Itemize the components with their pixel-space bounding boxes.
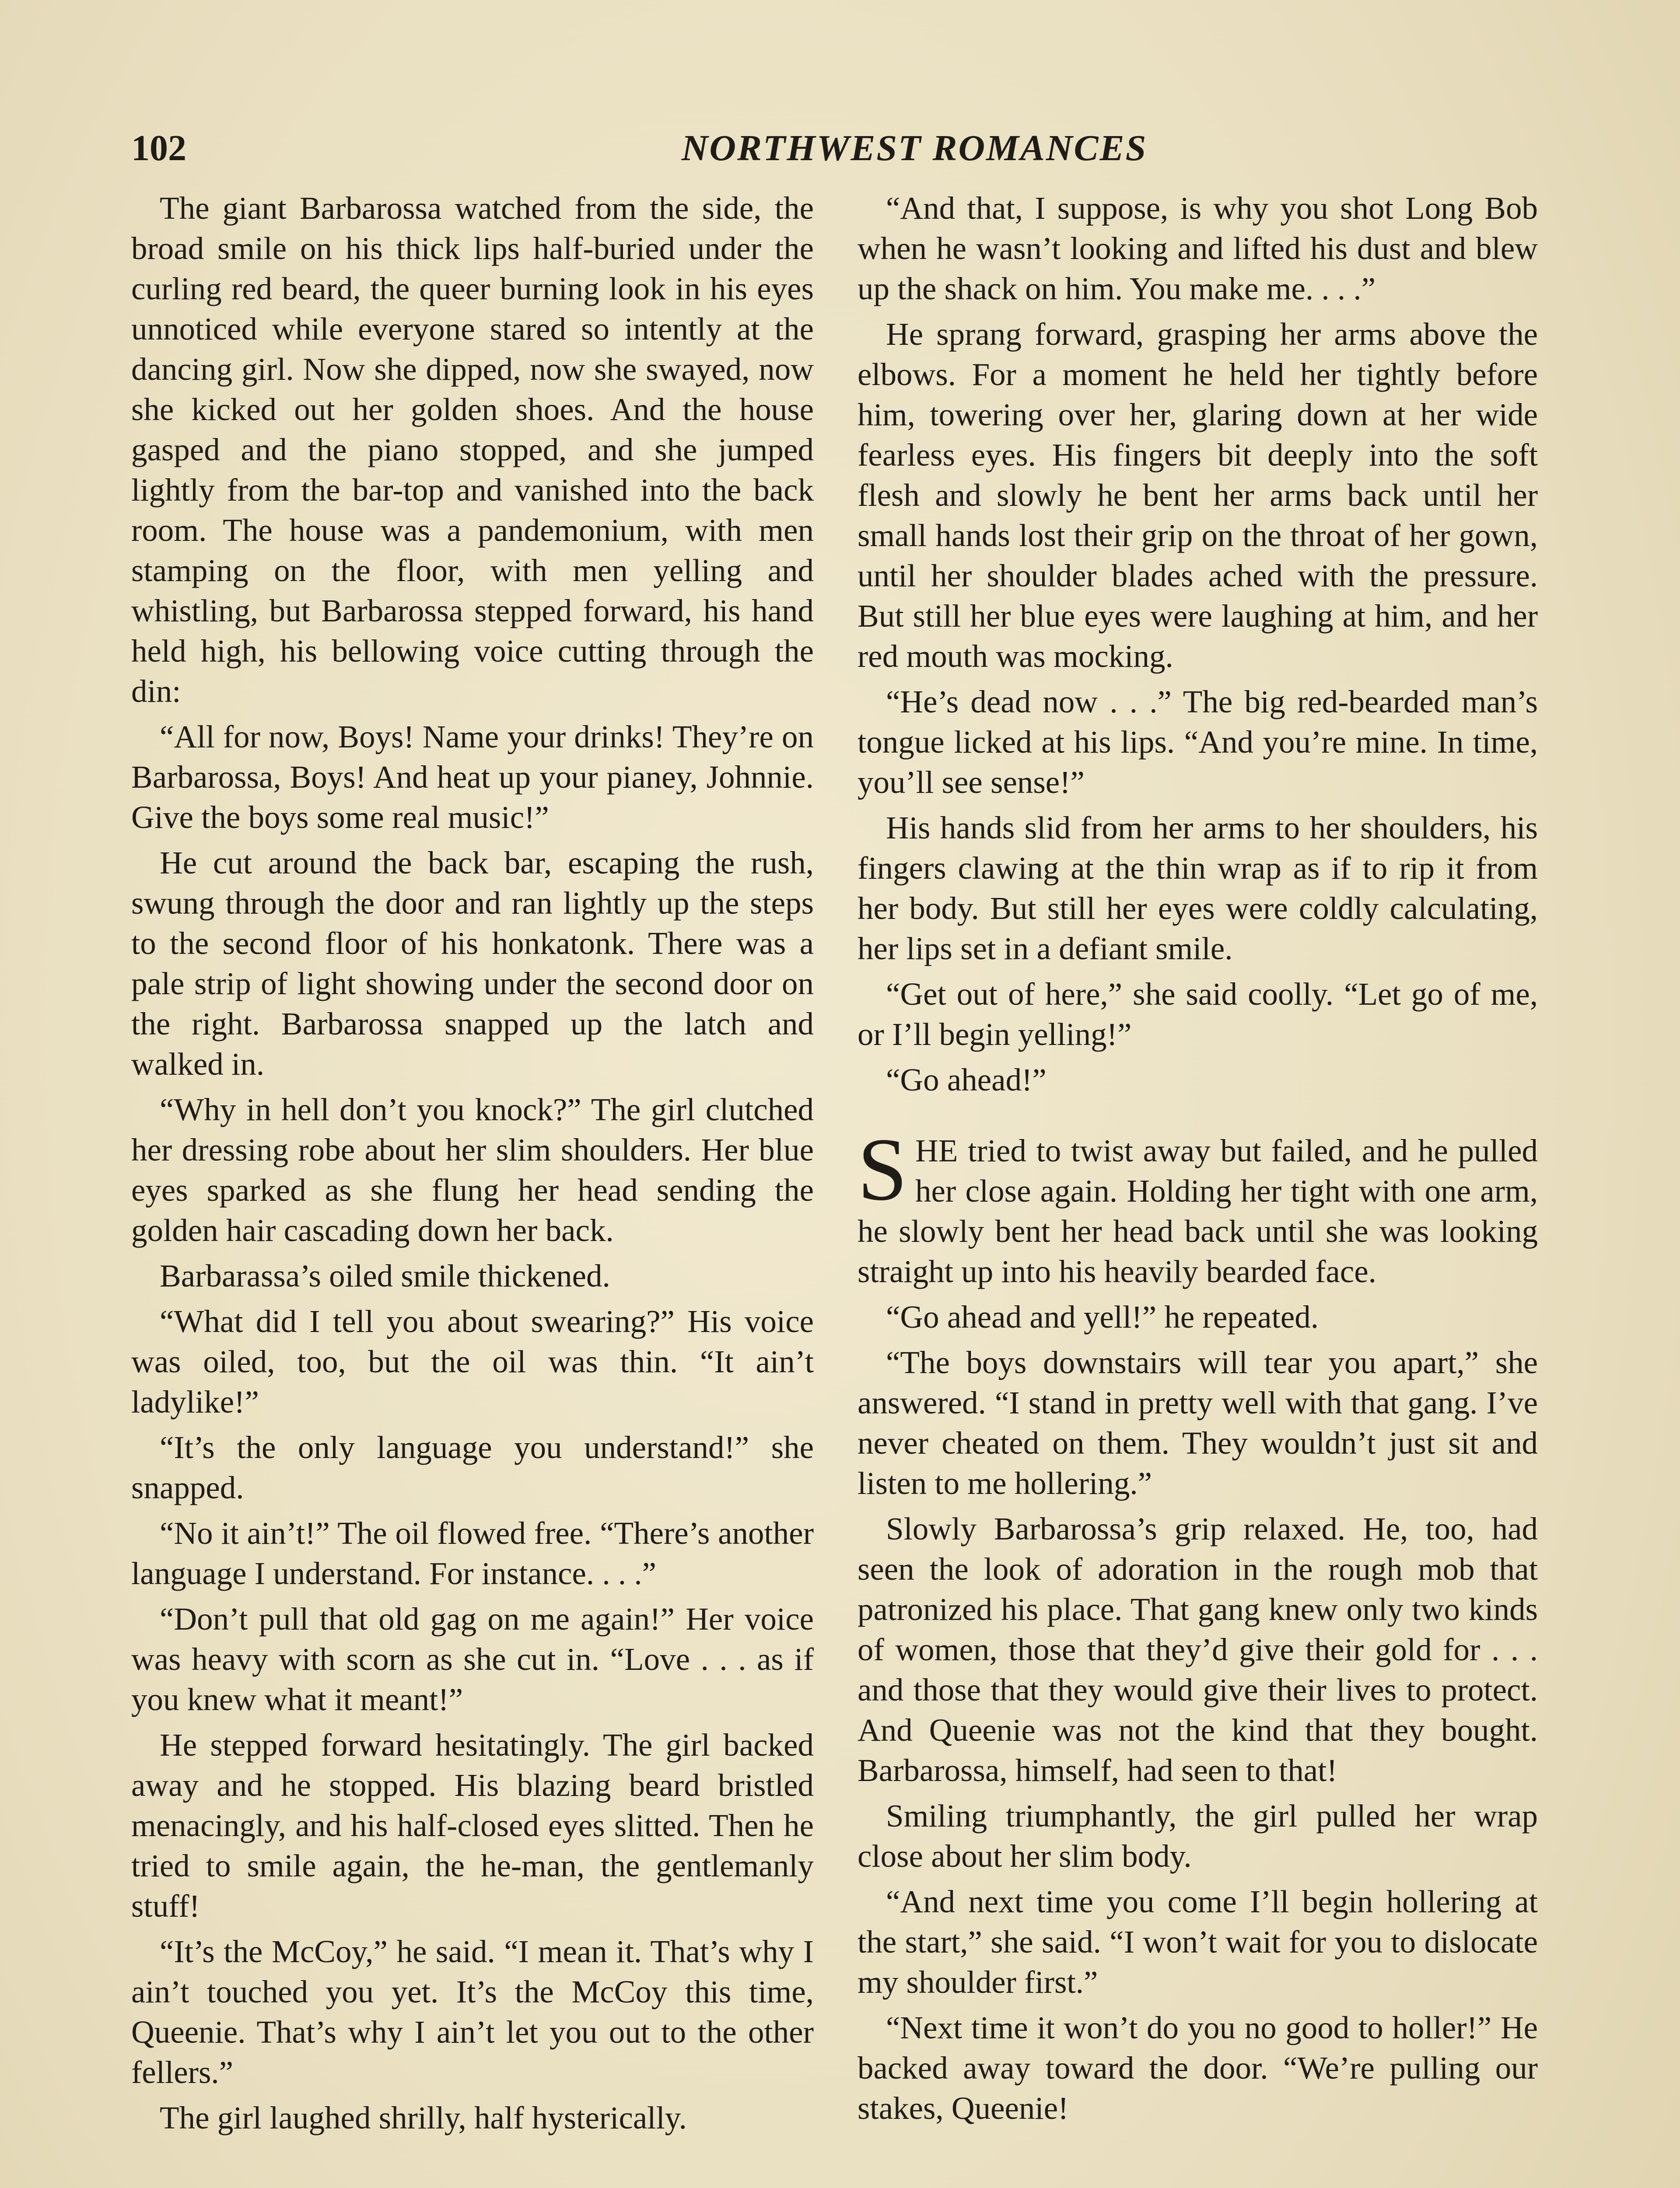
paragraph: The girl laughed shrilly, half hysterically. — [160, 2100, 687, 2135]
paragraph: “It’s the McCoy,” he said. “I mean it. That’s why I ain’t touched you yet. It’s the McCoy this time, Queenie. That’s why I ain’t let you out to the other fellers.” — [131, 1934, 814, 2090]
page-number: 102 — [131, 128, 186, 168]
paragraph: “Get out of here,” she said coolly. “Let go of me, or I’ll begin yelling!” — [858, 976, 1538, 1052]
paragraph: Slowly Barbarossa’s grip relaxed. He, too, had seen the look of adoration in the rough mob that patronized his place. That gang knew only two kinds of women, those that they’d give their gold for . . . and those that they would give their lives to protect. And Queenie was not the kind that they bought. Barbarossa, himself, had seen to that! — [858, 1511, 1538, 1788]
magazine-title: NORTHWEST ROMANCES — [681, 128, 1148, 168]
paragraph: Barbarassa’s oiled smile thickened. — [160, 1258, 610, 1294]
paragraph: “And next time you come I’ll begin hollering at the start,” she said. “I won’t wait for you to dislocate my shoulder first.” — [858, 1884, 1538, 2000]
paragraph: “The boys downstairs will tear you apart,” she answered. “I stand in pretty well with that gang. I’ve never cheated on them. They wouldn’t just sit and listen to me hollering.” — [858, 1345, 1538, 1501]
paragraph: He sprang forward, grasping her arms above the elbows. For a moment he held her tightly before him, towering over her, glaring down at her wide fearless eyes. His fingers bit deeply into the soft flesh and slowly he bent her arms back until her small hands lost their grip on the throat of her gown, until her shoulder blades ached with the pressure. But still her blue eyes were laughing at him, and her red mouth was mocking. — [858, 316, 1538, 674]
drop-cap-text: HE tried to twist away but failed, and he pulled her close again. Holding her tight with one arm, he slowly bent her head back until she was looking straight up into his heavily bearded face. — [858, 1133, 1538, 1289]
paragraph: “Go ahead!” — [886, 1062, 1046, 1098]
paragraph: He stepped forward hesitatingly. The girl backed away and he stopped. His blazing beard bristled menacingly, and his half-closed eyes slitted. Then he tried to smile again, the he-man, the gentlemanly stuff! — [131, 1727, 814, 1924]
paragraph: “Don’t pull that old gag on me again!” Her voice was heavy with scorn as she cut in. “Love . . . as if you knew what it meant!” — [131, 1601, 814, 1717]
paragraph: “Why in hell don’t you knock?” The girl clutched her dressing robe about her slim shoulders. Her blue eyes sparked as she flung her head sending the golden hair cascading down her back. — [131, 1092, 814, 1248]
drop-cap-letter: S — [858, 1120, 908, 1219]
paragraph: “All for now, Boys! Name your drinks! They’re on Barbarossa, Boys! And heat up your pianey, Johnnie. Give the boys some real music!” — [131, 719, 814, 835]
paragraph: “What did I tell you about swearing?” His voice was oiled, too, but the oil was thin. “It ain’t ladylike!” — [131, 1304, 814, 1420]
paragraph: He cut around the back bar, escaping the rush, swung through the door and ran lightly up the steps to the second floor of his honkatonk. There was a pale strip of light showing under the second door on the right. Barbarossa snapped up the latch and walked in. — [131, 845, 814, 1082]
left-column — [131, 188, 814, 2188]
paragraph: “Go ahead and yell!” he repeated. — [886, 1299, 1319, 1335]
paragraph: “And that, I suppose, is why you shot Long Bob when he wasn’t looking and lifted his dust and blew up the shack on him. You make me. . . .” — [858, 190, 1538, 306]
right-column — [858, 188, 1538, 2188]
paragraph: “It’s the only language you understand!” she snapped. — [131, 1430, 814, 1505]
paragraph: “Next time it won’t do you no good to holler!” He backed away toward the door. “We’re pulling our stakes, Queenie! — [858, 2010, 1538, 2126]
paragraph: “He’s dead now . . .” The big red-bearded man’s tongue licked at his lips. “And you’re mine. In time, you’ll see sense!” — [858, 684, 1538, 800]
paragraph: Smiling triumphantly, the girl pulled her wrap close about her slim body. — [858, 1798, 1538, 1874]
paragraph: “No it ain’t!” The oil flowed free. “There’s another language I understand. For instance. . . .” — [131, 1515, 814, 1591]
drop-cap-paragraph — [858, 1120, 1538, 1292]
paragraph: The giant Barbarossa watched from the side, the broad smile on his thick lips half-buried under the curling red beard, the queer burning look in his eyes unnoticed while everyone stared so intently at the dancing girl. Now she dipped, now she swayed, now she kicked out her golden shoes. And the house gasped and the piano stopped, and she jumped lightly from the bar-top and vanished into the back room. The house was a pandemonium, with men stamping on the floor, with men yelling and whistling, but Barbarossa stepped forward, his hand held high, his bellowing voice cutting through the din: — [131, 190, 814, 709]
page-header — [131, 127, 1549, 184]
paragraph: His hands slid from her arms to her shoulders, his fingers clawing at the thin wrap as if to rip it from her body. But still her eyes were coldly calculating, her lips set in a defiant smile. — [858, 810, 1538, 966]
